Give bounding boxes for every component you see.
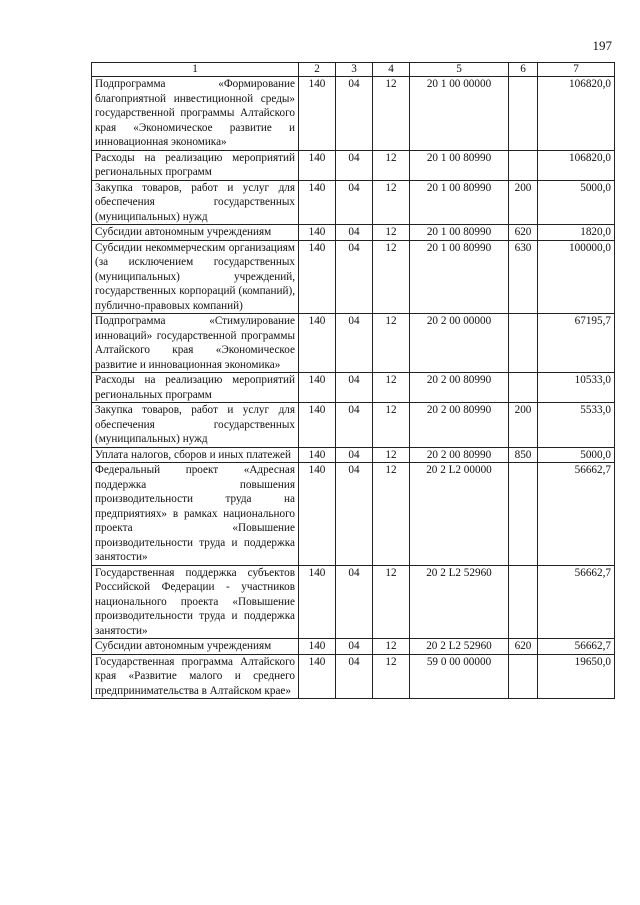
row-name: Закупка товаров, работ и услуг для обеспечения государственных (муниципальных) нужд bbox=[92, 403, 299, 448]
amount: 56662,7 bbox=[538, 565, 615, 639]
table-row bbox=[92, 150, 615, 180]
section-code: 04 bbox=[336, 150, 373, 180]
expense-type-code: 630 bbox=[509, 240, 538, 314]
target-article-code: 59 0 00 00000 bbox=[410, 654, 509, 699]
column-header: 7 bbox=[538, 63, 615, 77]
subsection-code: 12 bbox=[373, 654, 410, 699]
section-code: 04 bbox=[336, 639, 373, 655]
column-header: 2 bbox=[299, 63, 336, 77]
expense-type-code bbox=[509, 463, 538, 566]
row-name: Федеральный проект «Адресная поддержка повышения производительности труда на предприятиях» в рамках национального проекта «Повышение производительности труда и поддержка занятости» bbox=[92, 463, 299, 566]
amount: 1820,0 bbox=[538, 225, 615, 241]
row-name: Уплата налогов, сборов и иных платежей bbox=[92, 447, 299, 463]
subsection-code: 12 bbox=[373, 180, 410, 225]
row-name: Субсидии некоммерческим организациям (за исключением государственных (муниципальных) учреждений, государственных корпораций (компаний), публично-правовых компаний) bbox=[92, 240, 299, 314]
target-article-code: 20 1 00 80990 bbox=[410, 240, 509, 314]
subsection-code: 12 bbox=[373, 403, 410, 448]
section-code: 04 bbox=[336, 225, 373, 241]
table-row bbox=[92, 180, 615, 225]
table-row bbox=[92, 654, 615, 699]
subsection-code: 12 bbox=[373, 150, 410, 180]
amount: 10533,0 bbox=[538, 373, 615, 403]
ministry-code: 140 bbox=[299, 77, 336, 151]
section-code: 04 bbox=[336, 565, 373, 639]
subsection-code: 12 bbox=[373, 373, 410, 403]
section-code: 04 bbox=[336, 654, 373, 699]
target-article-code: 20 1 00 00000 bbox=[410, 77, 509, 151]
section-code: 04 bbox=[336, 373, 373, 403]
table-row bbox=[92, 463, 615, 566]
amount: 56662,7 bbox=[538, 639, 615, 655]
expense-type-code: 620 bbox=[509, 225, 538, 241]
column-header: 4 bbox=[373, 63, 410, 77]
column-header: 6 bbox=[509, 63, 538, 77]
subsection-code: 12 bbox=[373, 463, 410, 566]
section-code: 04 bbox=[336, 180, 373, 225]
section-code: 04 bbox=[336, 403, 373, 448]
target-article-code: 20 2 00 80990 bbox=[410, 373, 509, 403]
row-name: Подпрограмма «Формирование благоприятной инвестиционной среды» государственной программы Алтайского края «Экономическое развитие и инновационная экономика» bbox=[92, 77, 299, 151]
column-header: 3 bbox=[336, 63, 373, 77]
row-name: Субсидии автономным учреждениям bbox=[92, 639, 299, 655]
amount: 106820,0 bbox=[538, 77, 615, 151]
ministry-code: 140 bbox=[299, 463, 336, 566]
ministry-code: 140 bbox=[299, 654, 336, 699]
target-article-code: 20 2 L2 52960 bbox=[410, 639, 509, 655]
amount: 100000,0 bbox=[538, 240, 615, 314]
table-row bbox=[92, 240, 615, 314]
ministry-code: 140 bbox=[299, 565, 336, 639]
expense-type-code: 200 bbox=[509, 403, 538, 448]
target-article-code: 20 2 L2 52960 bbox=[410, 565, 509, 639]
row-name: Расходы на реализацию мероприятий региональных программ bbox=[92, 150, 299, 180]
table-row bbox=[92, 403, 615, 448]
target-article-code: 20 2 00 00000 bbox=[410, 314, 509, 373]
amount: 19650,0 bbox=[538, 654, 615, 699]
section-code: 04 bbox=[336, 240, 373, 314]
section-code: 04 bbox=[336, 314, 373, 373]
table-row bbox=[92, 314, 615, 373]
amount: 56662,7 bbox=[538, 463, 615, 566]
subsection-code: 12 bbox=[373, 225, 410, 241]
target-article-code: 20 2 L2 00000 bbox=[410, 463, 509, 566]
ministry-code: 140 bbox=[299, 373, 336, 403]
ministry-code: 140 bbox=[299, 639, 336, 655]
amount: 5000,0 bbox=[538, 180, 615, 225]
row-name: Расходы на реализацию мероприятий региональных программ bbox=[92, 373, 299, 403]
column-header: 5 bbox=[410, 63, 509, 77]
table-row bbox=[92, 639, 615, 655]
table-row bbox=[92, 447, 615, 463]
ministry-code: 140 bbox=[299, 314, 336, 373]
section-code: 04 bbox=[336, 77, 373, 151]
target-article-code: 20 1 00 80990 bbox=[410, 150, 509, 180]
column-header: 1 bbox=[92, 63, 299, 77]
subsection-code: 12 bbox=[373, 565, 410, 639]
table-row bbox=[92, 565, 615, 639]
amount: 5000,0 bbox=[538, 447, 615, 463]
ministry-code: 140 bbox=[299, 150, 336, 180]
expense-type-code bbox=[509, 373, 538, 403]
budget-table bbox=[91, 62, 615, 699]
expense-type-code bbox=[509, 314, 538, 373]
subsection-code: 12 bbox=[373, 77, 410, 151]
row-name: Государственная поддержка субъектов Российской Федерации - участников национального проекта «Повышение производительности труда и поддержка занятости» bbox=[92, 565, 299, 639]
row-name: Закупка товаров, работ и услуг для обеспечения государственных (муниципальных) нужд bbox=[92, 180, 299, 225]
amount: 67195,7 bbox=[538, 314, 615, 373]
ministry-code: 140 bbox=[299, 447, 336, 463]
ministry-code: 140 bbox=[299, 403, 336, 448]
expense-type-code bbox=[509, 150, 538, 180]
ministry-code: 140 bbox=[299, 240, 336, 314]
target-article-code: 20 1 00 80990 bbox=[410, 225, 509, 241]
expense-type-code bbox=[509, 654, 538, 699]
amount: 106820,0 bbox=[538, 150, 615, 180]
subsection-code: 12 bbox=[373, 639, 410, 655]
expense-type-code: 850 bbox=[509, 447, 538, 463]
ministry-code: 140 bbox=[299, 225, 336, 241]
table-header-row bbox=[92, 63, 615, 77]
ministry-code: 140 bbox=[299, 180, 336, 225]
table-row bbox=[92, 77, 615, 151]
expense-type-code bbox=[509, 565, 538, 639]
row-name: Субсидии автономным учреждениям bbox=[92, 225, 299, 241]
section-code: 04 bbox=[336, 463, 373, 566]
expense-type-code: 200 bbox=[509, 180, 538, 225]
subsection-code: 12 bbox=[373, 447, 410, 463]
row-name: Государственная программа Алтайского края «Развитие малого и среднего предпринимательства в Алтайском крае» bbox=[92, 654, 299, 699]
expense-type-code bbox=[509, 77, 538, 151]
amount: 5533,0 bbox=[538, 403, 615, 448]
row-name: Подпрограмма «Стимулирование инноваций» государственной программы Алтайского края «Экономическое развитие и инновационная экономика» bbox=[92, 314, 299, 373]
subsection-code: 12 bbox=[373, 240, 410, 314]
table-row bbox=[92, 373, 615, 403]
expense-type-code: 620 bbox=[509, 639, 538, 655]
target-article-code: 20 1 00 80990 bbox=[410, 180, 509, 225]
table-row bbox=[92, 225, 615, 241]
section-code: 04 bbox=[336, 447, 373, 463]
subsection-code: 12 bbox=[373, 314, 410, 373]
target-article-code: 20 2 00 80990 bbox=[410, 447, 509, 463]
page-number: 197 bbox=[592, 38, 612, 53]
target-article-code: 20 2 00 80990 bbox=[410, 403, 509, 448]
